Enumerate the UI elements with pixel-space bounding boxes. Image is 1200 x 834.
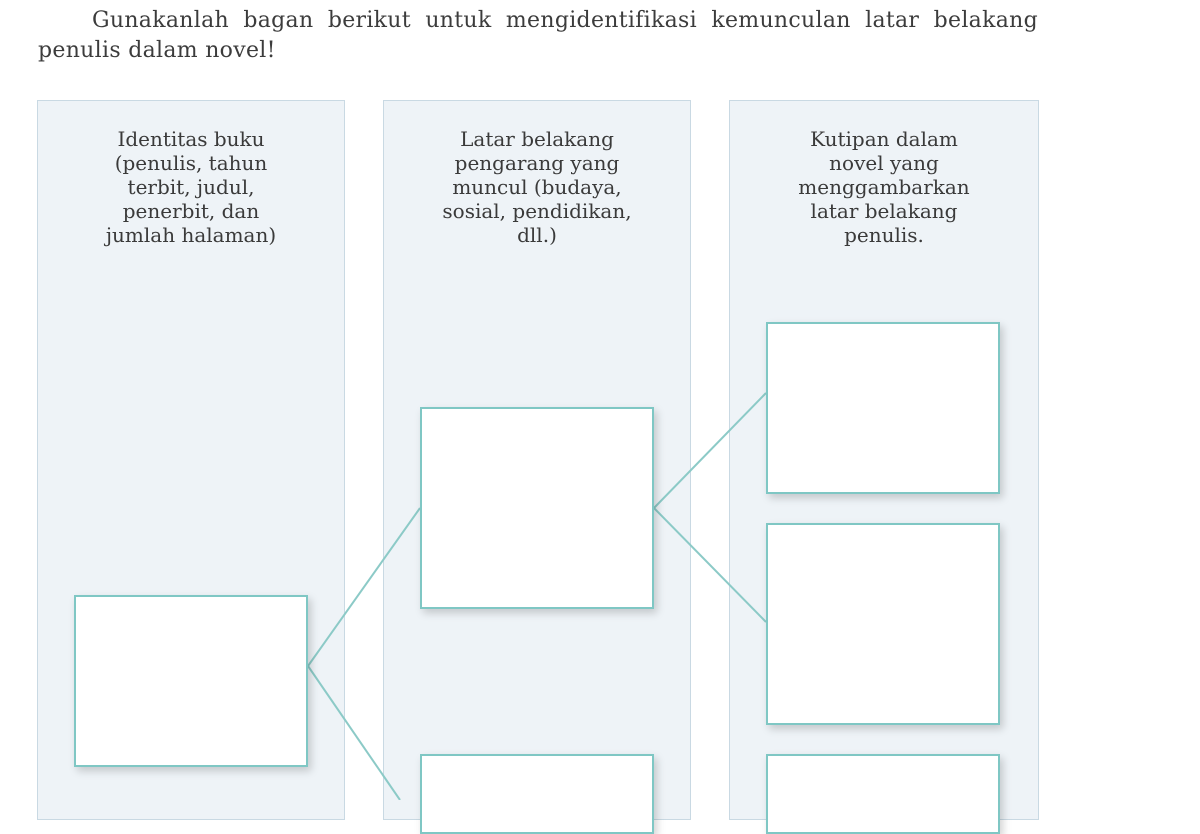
novel-quote-box-3[interactable] <box>766 754 1000 834</box>
author-background-box-1[interactable] <box>420 407 654 609</box>
column-header-book-identity: Identitas buku (penulis, tahun terbit, judul, penerbit, dan jumlah halaman) <box>105 127 277 247</box>
column-header-author-background: Latar belakang pengarang yang muncul (budaya, sosial, pendidikan, dll.) <box>442 127 632 247</box>
column-header-novel-quotes: Kutipan dalam novel yang menggambarkan latar belakang penulis. <box>798 127 970 247</box>
instruction-text: Gunakanlah bagan berikut untuk mengidentifikasi kemunculan latar belakang penulis dalam novel! <box>38 8 1038 63</box>
author-background-box-2[interactable] <box>420 754 654 834</box>
novel-quote-box-1[interactable] <box>766 322 1000 494</box>
novel-quote-box-2[interactable] <box>766 523 1000 725</box>
book-identity-box[interactable] <box>74 595 308 767</box>
